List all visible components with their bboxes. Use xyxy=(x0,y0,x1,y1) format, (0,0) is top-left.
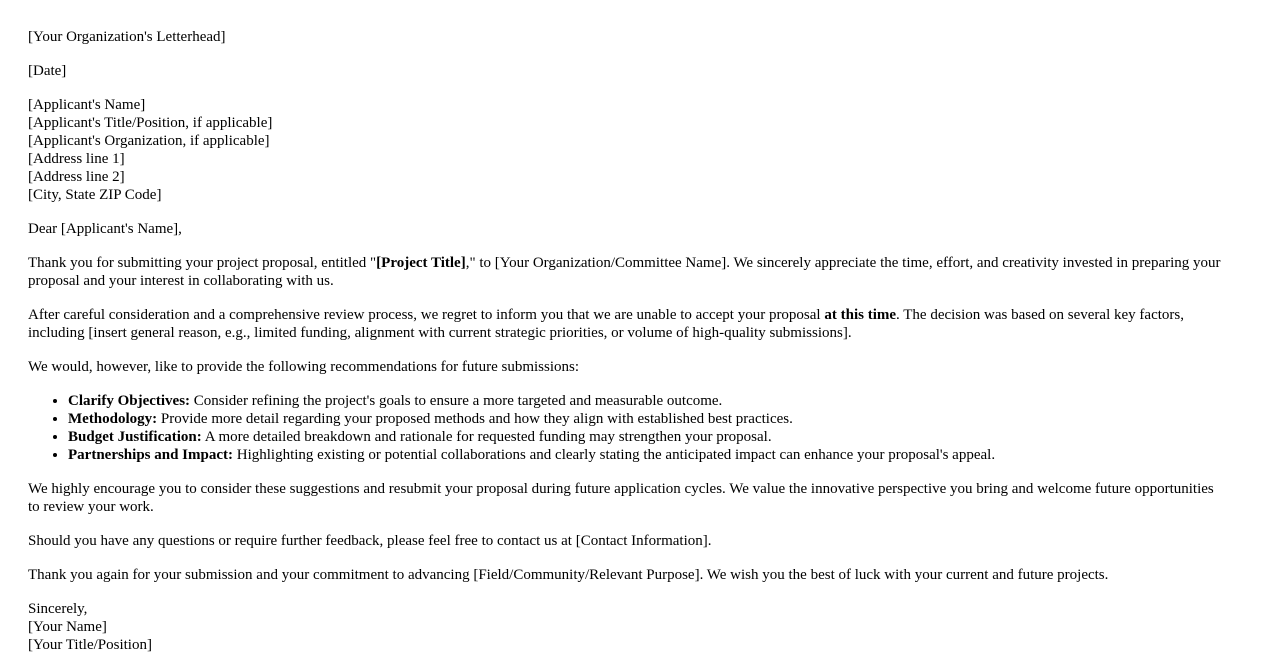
recipient-organization: [Applicant's Organization, if applicable] xyxy=(28,133,270,149)
signature-block xyxy=(28,600,1228,654)
paragraph-closing-thanks: Thank you again for your submission and your commitment to advancing [Field/Community/Relevant Purpose]. We wish you the best of luck with your current and future projects. xyxy=(28,567,1109,583)
paragraph-decision-text-end: . The decision was based on several key factors, including [insert general reason, e.g., limited funding, alignment with current strategic priorities, or volume of high-quality submissions]. xyxy=(28,307,1184,341)
paragraph-thank-you-text-start: Thank you for submitting your project proposal, entitled " xyxy=(28,255,377,271)
recipient-address xyxy=(28,96,1228,204)
paragraph-recommendations-intro: We would, however, like to provide the following recommendations for future submissions: xyxy=(28,359,580,375)
list-item xyxy=(68,428,1228,446)
recipient-city-state-zip: [City, State ZIP Code] xyxy=(28,187,162,203)
list-item xyxy=(68,392,1228,410)
recommendation-label: Methodology: xyxy=(68,411,158,427)
letter-date: [Date] xyxy=(28,63,67,79)
recommendation-text: Provide more detail regarding your proposed methods and how they align with established best practices. xyxy=(157,411,793,427)
recommendation-label: Budget Justification: xyxy=(68,429,202,445)
paragraph-decision-text-start: After careful consideration and a comprehensive review process, we regret to inform you that we are unable to accept your proposal xyxy=(28,307,825,323)
recommendation-text: Highlighting existing or potential collaborations and clearly stating the anticipated impact can enhance your proposal's appeal. xyxy=(233,447,996,463)
recommendation-label: Partnerships and Impact: xyxy=(68,447,234,463)
signer-name: [Your Name] xyxy=(28,619,107,635)
recommendation-label: Clarify Objectives: xyxy=(68,393,191,409)
paragraph-decision xyxy=(28,306,1228,342)
closing-phrase: Sincerely, xyxy=(28,601,88,617)
recommendation-text: Consider refining the project's goals to ensure a more targeted and measurable outcome. xyxy=(190,393,723,409)
paragraph-thank-you-text-end: ," to [Your Organization/Committee Name]. We sincerely appreciate the time, effort, and creativity invested in preparing your proposal and your interest in collaborating with us. xyxy=(28,255,1221,289)
paragraph-thank-you xyxy=(28,254,1228,290)
list-item xyxy=(68,410,1228,428)
recommendations-list xyxy=(28,392,1228,464)
recipient-address-line-1: [Address line 1] xyxy=(28,151,125,167)
paragraph-encouragement: We highly encourage you to consider these suggestions and resubmit your proposal during future application cycles. We value the innovative perspective you bring and welcome future opportunities to review your work. xyxy=(28,481,1214,515)
decision-emphasis: at this time xyxy=(824,307,897,323)
recommendation-text: A more detailed breakdown and rationale for requested funding may strengthen your proposal. xyxy=(201,429,772,445)
signer-title: [Your Title/Position] xyxy=(28,637,152,653)
recipient-name: [Applicant's Name] xyxy=(28,97,146,113)
recipient-title: [Applicant's Title/Position, if applicable] xyxy=(28,115,273,131)
list-item xyxy=(68,446,1228,464)
paragraph-contact: Should you have any questions or require further feedback, please feel free to contact us at [Contact Information]. xyxy=(28,533,712,549)
recipient-address-line-2: [Address line 2] xyxy=(28,169,125,185)
letterhead: [Your Organization's Letterhead] xyxy=(28,29,226,45)
project-title: [Project Title] xyxy=(376,255,466,271)
salutation: Dear [Applicant's Name], xyxy=(28,221,182,237)
